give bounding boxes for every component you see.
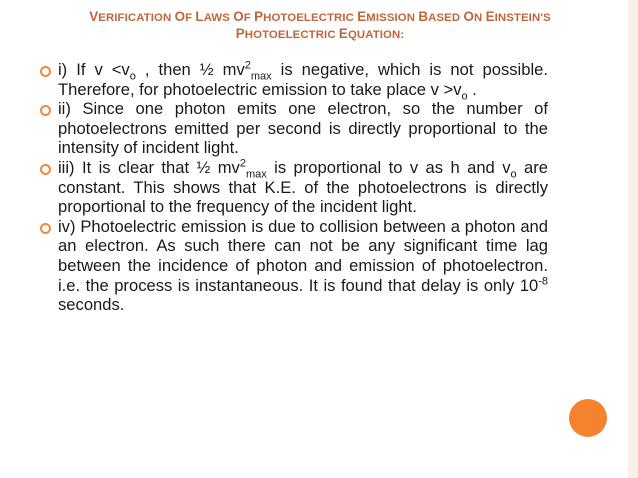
bullet-text-3: iii) It is clear that ½ $mv^2_{max}$ is proportional to v as h and $v_o$ are constant. This shows that K.E. of the photoelectrons is directly proportional to the frequency of the incident light.: [58, 157, 549, 217]
slide-title-line-1: VERIFICATION OF LAWS OF PHOTOELECTRIC EMISSION BASED ON EINSTEIN'S: [89, 9, 551, 24]
bullet-text-1: i) If $v <v_o$ , then ½ $mv^2_{max}$ is negative, which is not possible. Therefore, for photoelectric emission to take place $v >v_o$ .: [58, 59, 548, 102]
slide-edge-strip: [628, 0, 638, 478]
slide-title-line-2: PHOTOELECTRIC EQUATION:: [235, 26, 405, 41]
bullet-item-2: [40, 99, 548, 158]
bullet-item-4: [40, 217, 548, 315]
bullet-list: [40, 60, 548, 315]
slide-title: [40, 9, 600, 43]
bullet-ring-icon: [40, 66, 51, 77]
bullet-text-2: ii) Since one photon emits one electron, so the number of photoelectrons emitted per second is directly proportional to the intensity of incident light.: [58, 99, 548, 158]
bullet-ring-icon: [40, 105, 51, 116]
bullet-item-1: [40, 59, 548, 102]
decorative-orange-circle: [569, 399, 607, 437]
bullet-item-3: [40, 158, 548, 217]
bullet-ring-icon: [40, 223, 51, 234]
bullet-ring-icon: [40, 164, 51, 175]
bullet-text-4: iv) Photoelectric emission is due to collision between a photon and an electron. As such there can not be any significant time lag between the incidence of photon and emission of photoelectron. i.e. the process is instantaneous. It is found that delay is only $10^{-8}$ seconds.: [58, 216, 548, 315]
